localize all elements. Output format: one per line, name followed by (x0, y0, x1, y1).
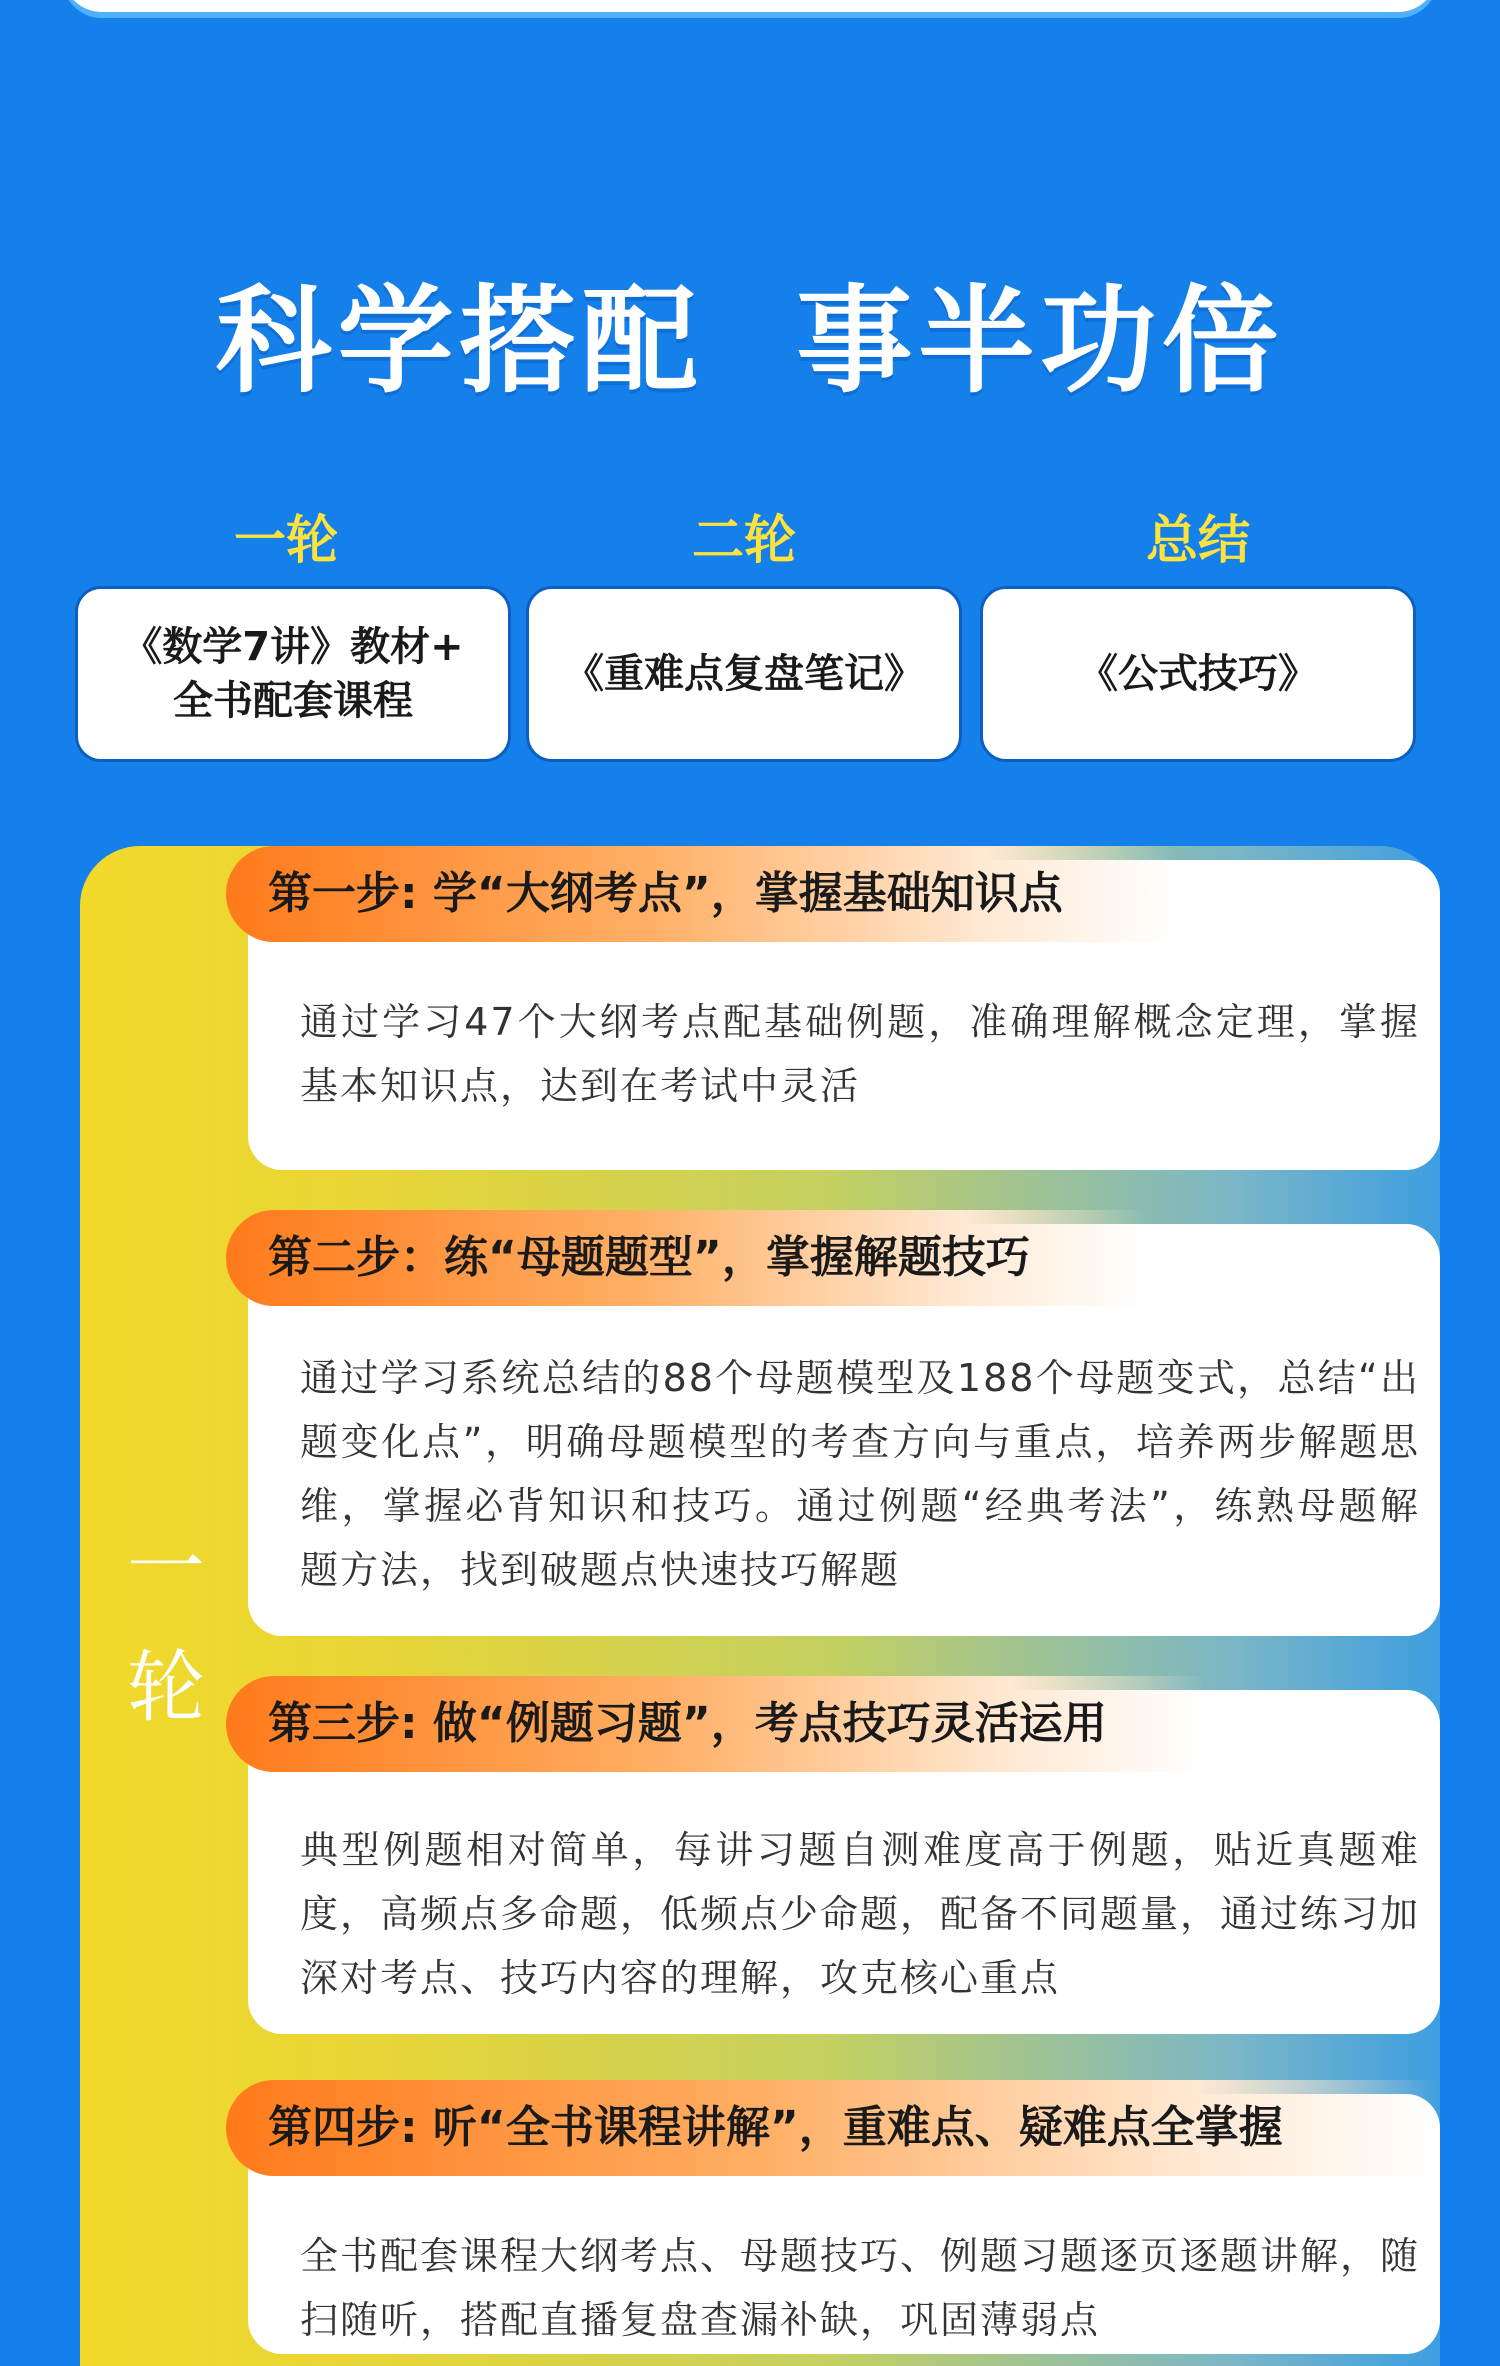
step-description: 典型例题相对简单，每讲习题自测难度高于例题，贴近真题难度，高频点多命题，低频点少命题，配备不同题量，通过练习加深对考点、技巧内容的理解，攻克核心重点 (300, 1828, 1421, 2000)
step-description: 通过学习系统总结的88个母题模型及188个母题变式，总结“出题变化点”，明确母题模型的考查方向与重点，培养两步解题思维，掌握必背知识和技巧。通过例题“经典考法”，练熟母题解题方法，找到破题点快速技巧解题 (300, 1356, 1420, 1592)
book-title-line: 《重难点复盘笔记》 (564, 651, 924, 697)
step-title: 第三步: 做“例题习题”，考点技巧灵活运用 (226, 1676, 1206, 1772)
top-card (62, 0, 1438, 12)
round-label-char: 一 (126, 1523, 205, 1613)
book-title-line: 全书配套课程 (172, 678, 413, 724)
phase-label-summary: 总结 (1145, 511, 1250, 571)
step-title: 第四步: 听“全书课程讲解”，重难点、疑难点全掌握 (226, 2080, 1440, 2176)
round-label-char: 轮 (126, 1643, 205, 1733)
phase-label-round-two: 二轮 (691, 511, 796, 571)
step-title: 第二步：练“母题题型”，掌握解题技巧 (226, 1210, 1146, 1306)
book-title-line: 《公式技巧》 (1078, 651, 1318, 697)
book-title-line: 《数学7讲》教材+ (122, 624, 464, 670)
step-description: 全书配套课程大纲考点、母题技巧、例题习题逐页逐题讲解，随扫随听，搭配直播复盘查漏补缺，巩固薄弱点 (300, 2234, 1421, 2342)
round-one-vertical-label (124, 1508, 208, 1748)
book-card-round-one[interactable] (75, 586, 511, 762)
step-description: 通过学习47个大纲考点配基础例题，准确理解概念定理，掌握基本知识点，达到在考试中灵活 (300, 1000, 1420, 1108)
book-card-summary[interactable] (980, 586, 1416, 762)
page-headline: 科学搭配 事半功倍 (215, 274, 1285, 409)
step-title: 第一步: 学“大纲考点”，掌握基础知识点 (226, 846, 1176, 942)
phase-label-round-one: 一轮 (233, 511, 338, 571)
book-card-round-two[interactable] (526, 586, 962, 762)
